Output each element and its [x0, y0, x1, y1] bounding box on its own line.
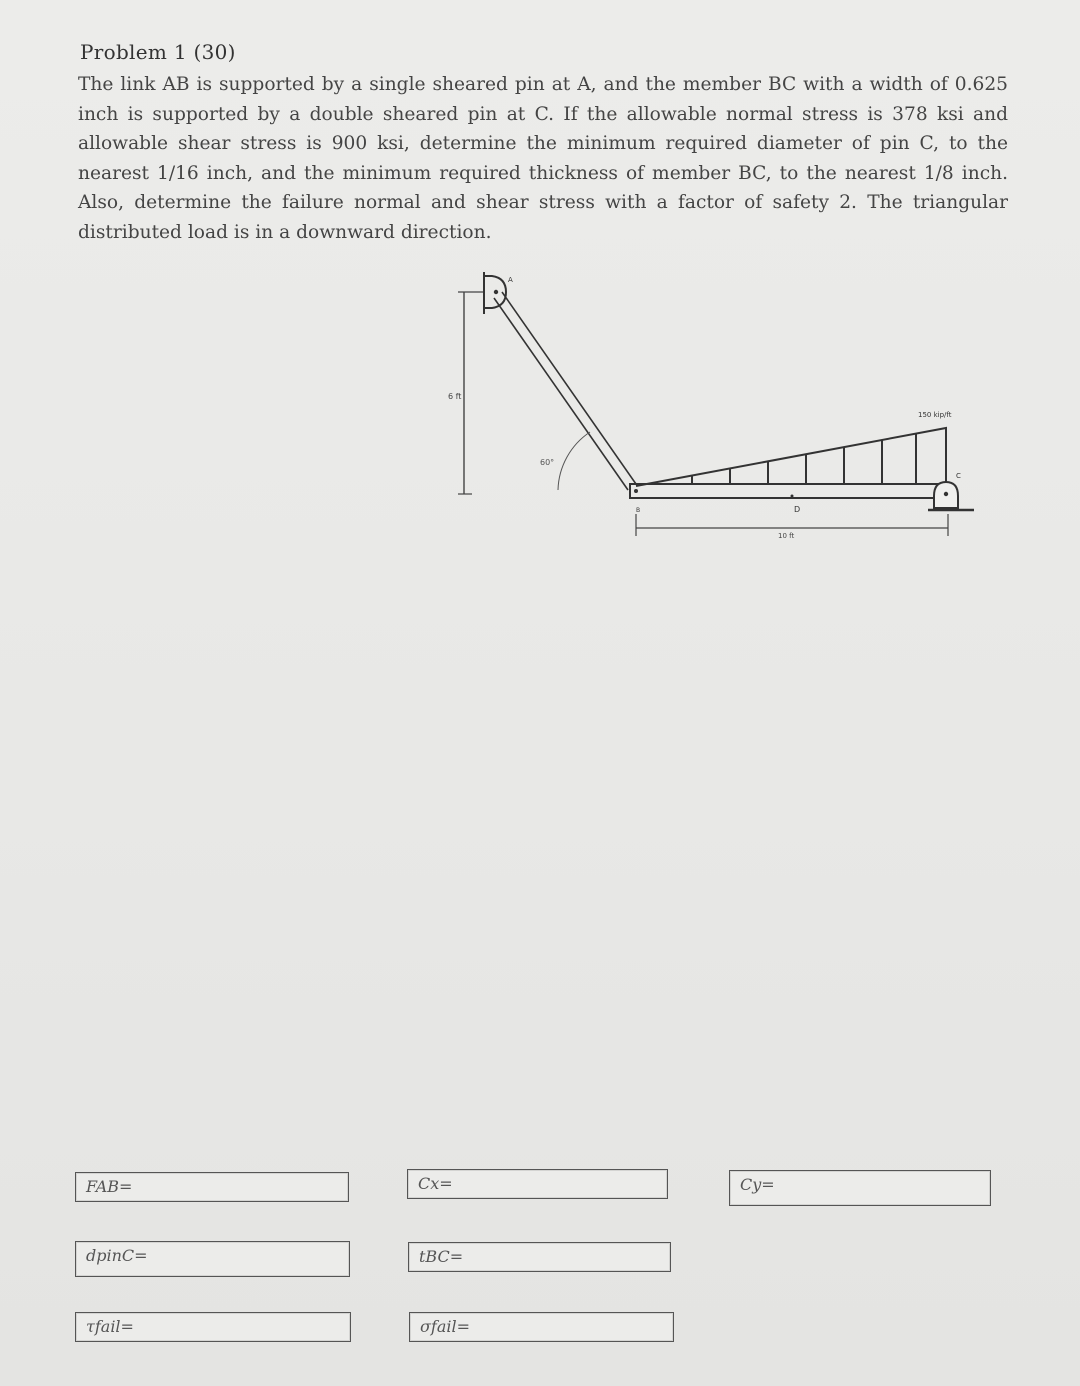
point-d [791, 495, 794, 498]
answer-box-tbc[interactable] [408, 1242, 671, 1272]
link-ab-edge-2 [502, 292, 636, 484]
label-d: D [794, 505, 801, 514]
load-arrows [692, 434, 916, 484]
answer-box-sigma-fail[interactable] [409, 1312, 674, 1342]
pin-c [944, 492, 948, 496]
answer-box-cx[interactable] [407, 1169, 668, 1199]
answer-label-tau-fail: τfail= [86, 1317, 134, 1336]
answer-label-sigma-fail: σfail= [420, 1317, 471, 1336]
structure-diagram [440, 262, 980, 552]
height-label: 6 ft [448, 392, 462, 401]
label-c: C [956, 472, 961, 480]
answer-label-cy: Cy= [740, 1175, 775, 1194]
answer-box-fab[interactable] [75, 1172, 349, 1202]
link-ab-edge-1 [494, 298, 628, 490]
pin-a [494, 290, 498, 294]
label-a: A [508, 276, 513, 284]
distributed-load-outline [636, 428, 946, 486]
pin-b [634, 489, 638, 493]
load-label: 150 kip/ft [918, 411, 952, 419]
answer-box-tau-fail[interactable] [75, 1312, 351, 1342]
member-bc [630, 484, 946, 498]
answer-label-fab: FAB= [86, 1177, 133, 1196]
answer-label-cx: Cx= [418, 1174, 453, 1193]
angle-label: 60° [540, 458, 555, 467]
answer-label-dpinc: dpinC= [86, 1246, 148, 1265]
answer-label-tbc: tBC= [419, 1247, 464, 1266]
answer-box-cy[interactable] [729, 1170, 991, 1206]
problem-title: Problem 1 (30) [80, 40, 236, 64]
angle-arc [558, 432, 590, 490]
length-label: 10 ft [778, 532, 795, 540]
label-b: B [636, 507, 641, 514]
problem-statement: The link AB is supported by a single sheared pin at A, and the member BC with a width of 0.625 inch is supported by a double sheared pin at C. If the allowable normal stress is 378 ksi and allowable shear stress is 900 ksi, determine the minimum required diameter of pin C, to the nearest 1/16 inch, and the minimum required thickness of member BC, to the nearest 1/8 inch. Also, determine the failure normal and shear stress with a factor of safety 2. The triangular distributed load is in a downward direction. [78, 74, 1008, 243]
answer-box-dpinc[interactable] [75, 1241, 350, 1277]
